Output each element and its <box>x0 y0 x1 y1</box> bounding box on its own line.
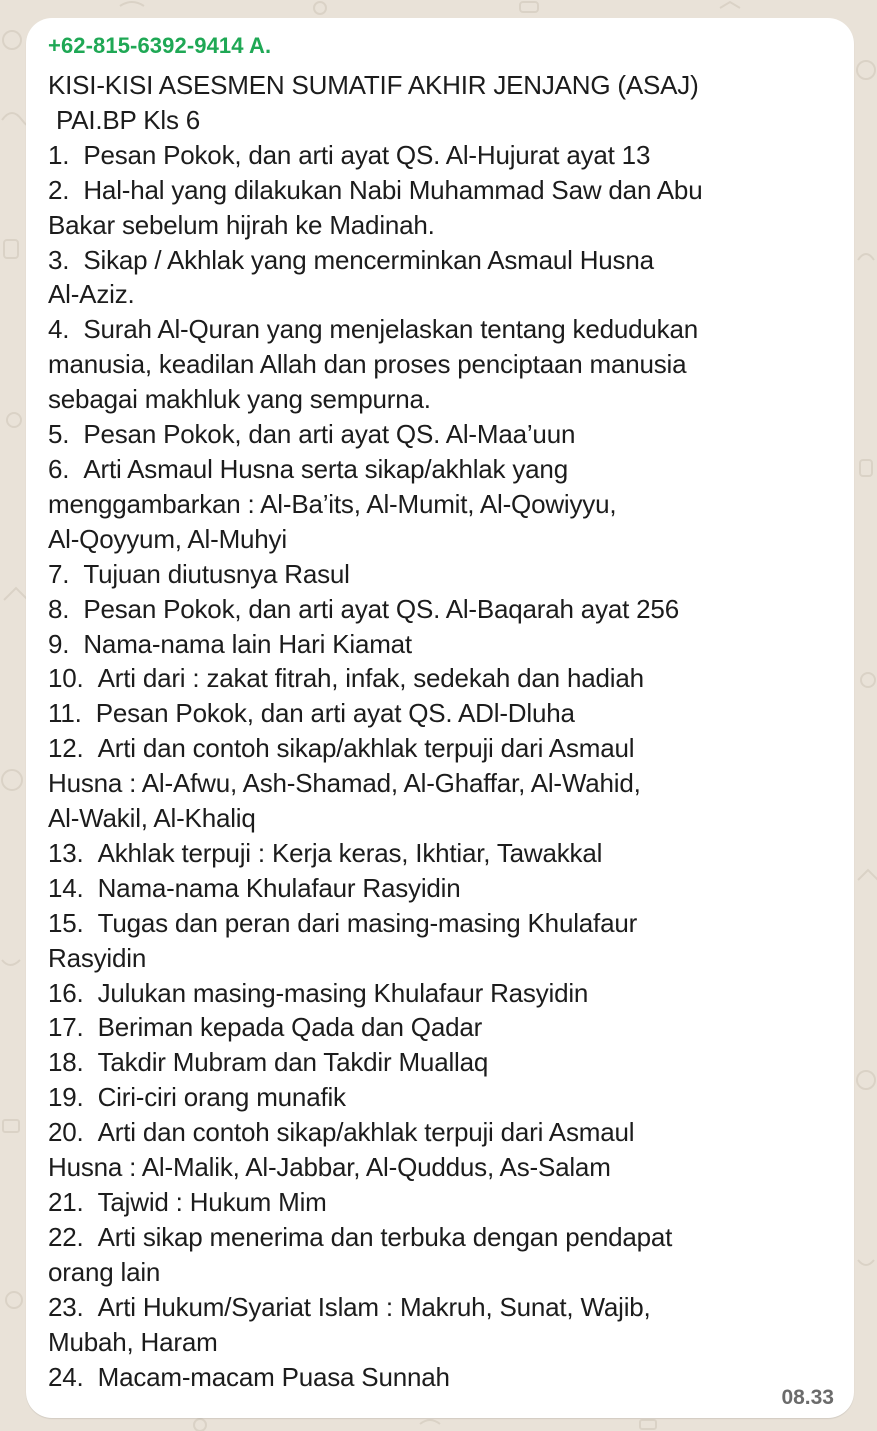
list-item-line <box>48 871 832 906</box>
list-item-number: 4. <box>48 314 70 345</box>
list-item-number: 17. <box>48 1012 84 1043</box>
list-item-line <box>48 941 832 976</box>
list-item-text: Pesan Pokok, dan arti ayat QS. Al-Baqarah ayat 256 <box>83 593 679 624</box>
list-item-line <box>48 312 832 347</box>
list-item-line <box>48 766 832 801</box>
list-item-line <box>48 208 832 243</box>
list-item-number: 6. <box>48 453 70 484</box>
list-item-number: 18. <box>48 1047 84 1078</box>
list-item-text: Pesan Pokok, dan arti ayat QS. Al-Hujurat ayat 13 <box>83 139 651 170</box>
list-item-number: 13. <box>48 837 84 868</box>
list-item-line <box>48 557 832 592</box>
list-item-line <box>48 1080 832 1115</box>
list-item-number: 19. <box>48 1082 84 1113</box>
sender-phone-name[interactable]: +62-815-6392-9414 A. <box>48 33 272 58</box>
list-item-line <box>48 522 832 557</box>
list-item-text: Arti Asmaul Husna serta sikap/akhlak yang <box>83 453 568 484</box>
list-item-text: Arti dari : zakat fitrah, infak, sedekah dan hadiah <box>97 663 644 694</box>
list-item-text: Hal-hal yang dilakukan Nabi Muhammad Saw dan Abu <box>83 174 703 205</box>
list-item-number: 24. <box>48 1361 84 1392</box>
list-item-text: Pesan Pokok, dan arti ayat QS. ADl-Dluha <box>95 698 575 729</box>
list-item-text: Arti Hukum/Syariat Islam : Makruh, Sunat, Wajib, <box>97 1291 651 1322</box>
list-item-text: Takdir Mubram dan Takdir Muallaq <box>97 1047 489 1078</box>
list-item-line <box>48 1255 832 1290</box>
list-item-line <box>48 347 832 382</box>
list-item-text: Husna : Al-Malik, Al-Jabbar, Al-Quddus, As-Salam <box>48 1152 611 1183</box>
list-item-number: 3. <box>48 244 70 275</box>
list-item-text: manusia, keadilan Allah dan proses penciptaan manusia <box>48 349 687 380</box>
list-item-text: Mubah, Haram <box>48 1326 218 1357</box>
list-item-text: Macam-macam Puasa Sunnah <box>97 1361 450 1392</box>
list-item-line <box>48 592 832 627</box>
list-item-number: 10. <box>48 663 84 694</box>
list-item-text: Akhlak terpuji : Kerja keras, Ikhtiar, Tawakkal <box>97 837 603 868</box>
list-item-text: Surah Al-Quran yang menjelaskan tentang kedudukan <box>83 314 698 345</box>
list-item-text: Arti dan contoh sikap/akhlak terpuji dari Asmaul <box>97 1117 635 1148</box>
list-item-text: Ciri-ciri orang munafik <box>97 1082 346 1113</box>
message-item-list <box>48 138 832 1395</box>
list-item-line <box>48 1185 832 1220</box>
list-item-line <box>48 173 832 208</box>
message-bubble[interactable] <box>26 18 854 1418</box>
list-item-text: menggambarkan : Al-Ba’its, Al-Mumit, Al-Qowiyyu, <box>48 488 617 519</box>
list-item-number: 2. <box>48 174 70 205</box>
list-item-line <box>48 1325 832 1360</box>
list-item-text: Arti sikap menerima dan terbuka dengan pendapat <box>97 1221 673 1252</box>
list-item-number: 8. <box>48 593 70 624</box>
list-item-line <box>48 906 832 941</box>
list-item-number: 5. <box>48 419 70 450</box>
list-item-number: 7. <box>48 558 70 589</box>
list-item-number: 22. <box>48 1221 84 1252</box>
list-item-text: Tajwid : Hukum Mim <box>97 1187 327 1217</box>
message-title: KISI-KISI ASESMEN SUMATIF AKHIR JENJANG (ASAJ) <box>48 70 699 100</box>
list-item-text: Pesan Pokok, dan arti ayat QS. Al-Maa’uun <box>83 419 576 450</box>
list-item-number: 12. <box>48 733 84 764</box>
list-item-text: Husna : Al-Afwu, Ash-Shamad, Al-Ghaffar, Al-Wahid, <box>48 768 641 799</box>
list-item-number: 11. <box>48 698 82 729</box>
list-item-text: Nama-nama Khulafaur Rasyidin <box>97 872 461 903</box>
list-item-line <box>48 731 832 766</box>
list-item-text: sebagai makhluk yang sempurna. <box>48 384 431 415</box>
list-item-text: Rasyidin <box>48 942 147 973</box>
list-item-line <box>48 1220 832 1255</box>
list-item-text: Al-Aziz. <box>48 279 135 310</box>
list-item-number: 20. <box>48 1117 84 1148</box>
message-subtitle: PAI.BP Kls 6 <box>56 104 201 135</box>
list-item-line <box>48 696 832 731</box>
list-item-number: 15. <box>48 907 84 938</box>
list-item-number: 1. <box>48 139 70 170</box>
list-item-number: 21. <box>48 1187 84 1217</box>
list-item-text: Tugas dan peran dari masing-masing Khulafaur <box>97 907 638 938</box>
list-item-text: Beriman kepada Qada dan Qadar <box>97 1012 483 1043</box>
list-item-line <box>48 417 832 452</box>
list-item-line <box>48 1360 832 1395</box>
list-item-line <box>48 627 832 662</box>
list-item-line <box>48 1150 832 1185</box>
list-item-text: Arti dan contoh sikap/akhlak terpuji dari Asmaul <box>97 733 635 764</box>
message-body <box>48 68 832 1394</box>
list-item-text: Julukan masing-masing Khulafaur Rasyidin <box>97 977 589 1008</box>
list-item-text: Sikap / Akhlak yang mencerminkan Asmaul Husna <box>83 244 654 275</box>
list-item-number: 23. <box>48 1291 84 1322</box>
list-item-line <box>48 1045 832 1080</box>
message-timestamp: 08.33 <box>781 1386 834 1409</box>
list-item-line <box>48 243 832 278</box>
list-item-text: orang lain <box>48 1256 161 1287</box>
list-item-text: Tujuan diutusnya Rasul <box>83 558 350 589</box>
list-item-line <box>48 801 832 836</box>
list-item-line <box>48 1115 832 1150</box>
list-item-line <box>48 976 832 1011</box>
list-item-line <box>48 836 832 871</box>
list-item-number: 9. <box>48 628 70 659</box>
list-item-line <box>48 661 832 696</box>
list-item-line <box>48 382 832 417</box>
list-item-line <box>48 452 832 487</box>
list-item-line <box>48 138 832 173</box>
list-item-text: Al-Qoyyum, Al-Muhyi <box>48 523 287 554</box>
list-item-text: Nama-nama lain Hari Kiamat <box>83 628 412 659</box>
list-item-number: 16. <box>48 977 84 1008</box>
list-item-text: Al-Wakil, Al-Khaliq <box>48 803 256 834</box>
list-item-line <box>48 277 832 312</box>
list-item-text: Bakar sebelum hijrah ke Madinah. <box>48 209 435 240</box>
list-item-line <box>48 487 832 522</box>
list-item-line <box>48 1010 832 1045</box>
list-item-number: 14. <box>48 872 84 903</box>
list-item-line <box>48 1290 832 1325</box>
